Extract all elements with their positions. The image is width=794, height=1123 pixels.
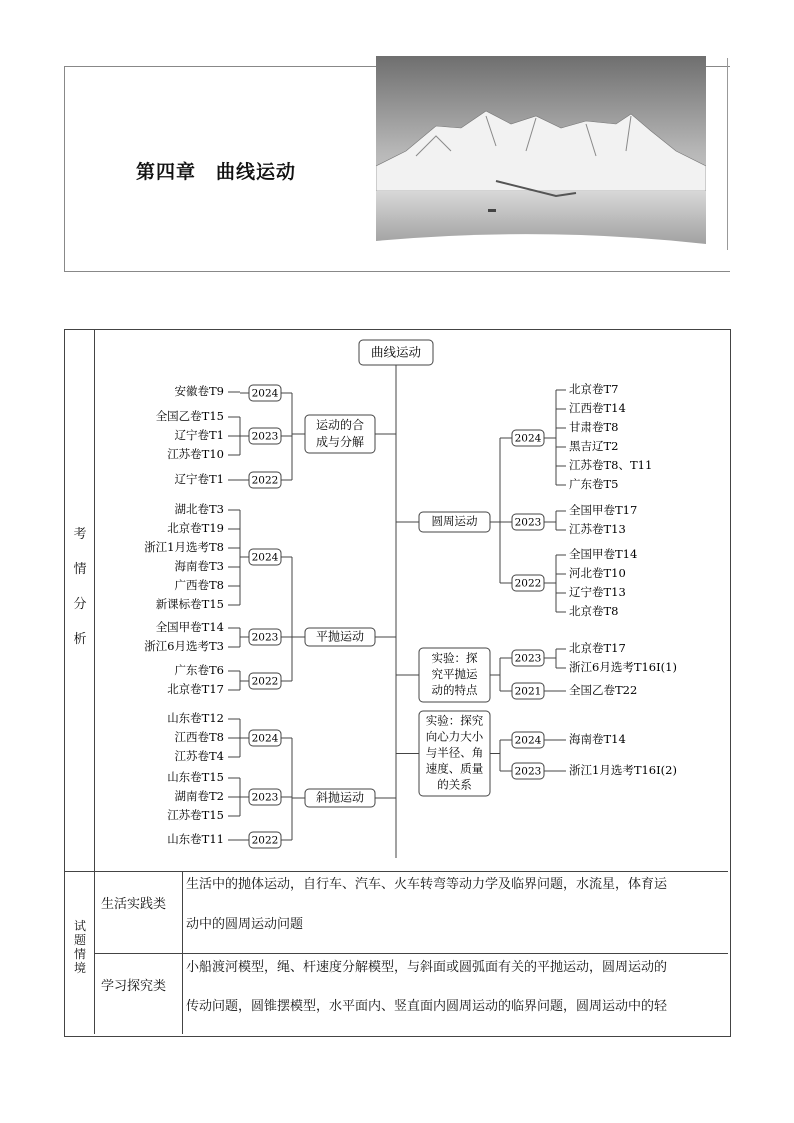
section-label-analysis: 考 情 分 析 [73, 527, 87, 647]
exam-item: 安徽卷T9 [174, 384, 224, 398]
exam-item: 北京卷T17 [569, 641, 626, 655]
exam-item: 广西卷T8 [174, 578, 224, 592]
exam-item: 新课标卷T15 [155, 597, 224, 611]
exam-item: 江苏卷T10 [167, 447, 224, 461]
node-exp2-label: 的关系 [437, 777, 472, 792]
exam-item: 北京卷T7 [569, 382, 619, 396]
exam-item: 黑吉辽T2 [569, 439, 619, 453]
year-badge-label: 2022 [514, 577, 542, 590]
year-badge-label: 2022 [251, 675, 279, 688]
exam-item: 全国乙卷T15 [155, 409, 224, 423]
exam-item: 江西卷T8 [174, 730, 224, 744]
exam-item: 浙江1月选考T16Ⅰ(2) [569, 763, 677, 777]
node-exp1-label: 动的特点 [431, 683, 478, 697]
exam-item: 湖南卷T2 [174, 789, 224, 803]
year-badge-label: 2023 [251, 430, 279, 443]
exam-item: 江西卷T14 [569, 401, 626, 415]
exam-item: 江苏卷T4 [174, 749, 224, 763]
node-exp2-label: 实验：探究 [425, 713, 484, 728]
node-exp1-label: 实验：探 [431, 651, 478, 665]
node-exp2-label: 与半径、角 [425, 745, 484, 760]
exam-item: 江苏卷T13 [569, 522, 626, 536]
exam-item: 江苏卷T8、T11 [569, 458, 653, 472]
exam-item: 江苏卷T15 [167, 808, 224, 822]
exam-item: 河北卷T10 [569, 566, 626, 580]
exam-item: 浙江6月选考T16Ⅰ(1) [569, 660, 677, 674]
year-badge-label: 2024 [251, 551, 279, 564]
node-flat-label: 平抛运动 [315, 629, 365, 644]
year-badge-label: 2023 [251, 791, 279, 804]
exam-item: 全国甲卷T14 [569, 547, 638, 561]
chapter-title: 第四章 曲线运动 [136, 161, 297, 183]
year-badge-label: 2024 [251, 732, 279, 745]
year-badge-label: 2023 [514, 652, 542, 665]
exam-item: 湖北卷T3 [174, 502, 224, 516]
exam-item: 辽宁卷T1 [174, 428, 224, 442]
row-text-life-2: 动中的圆周运动问题 [186, 917, 304, 932]
exam-item: 山东卷T15 [167, 770, 224, 784]
node-compose-label: 运动的合 [315, 418, 365, 432]
section-label-context: 试 题 情 境 [73, 919, 86, 975]
exam-item: 全国甲卷T14 [155, 620, 224, 634]
exam-item: 辽宁卷T1 [174, 472, 224, 486]
exam-item: 广东卷T6 [174, 663, 224, 677]
exam-item: 海南卷T3 [174, 559, 224, 573]
exam-item: 山东卷T11 [167, 832, 224, 846]
year-badge-label: 2021 [514, 685, 542, 698]
year-badge-label: 2024 [251, 387, 279, 400]
row-text-study-1: 小船渡河模型，绳、杆速度分解模型，与斜面或圆弧面有关的平抛运动，圆周运动的 [186, 960, 668, 975]
node-exp2-label: 速度、质量 [425, 761, 484, 776]
year-badge-label: 2022 [251, 474, 279, 487]
exam-item: 全国乙卷T22 [569, 683, 638, 697]
node-exp1-label: 究平抛运 [431, 667, 478, 681]
exam-item: 浙江6月选考T3 [144, 639, 224, 653]
exam-item: 北京卷T17 [167, 682, 224, 696]
row-category-study: 学习探究类 [101, 979, 167, 994]
exam-item: 全国甲卷T17 [569, 503, 638, 517]
year-badge-label: 2022 [251, 834, 279, 847]
row-text-study-2: 传动问题，圆锥摆模型，水平面内、竖直面内圆周运动的临界问题，圆周运动中的轻 [186, 999, 668, 1014]
year-badge-label: 2023 [251, 631, 279, 644]
year-badge-label: 2023 [514, 516, 542, 529]
node-exp2-label: 向心力大小 [425, 729, 484, 744]
exam-item: 甘肃卷T8 [569, 420, 619, 434]
exam-item: 辽宁卷T13 [569, 585, 626, 599]
exam-item: 北京卷T19 [167, 521, 224, 535]
exam-item: 北京卷T8 [569, 604, 619, 618]
root-node-label: 曲线运动 [370, 344, 422, 360]
node-oblique-label: 斜抛运动 [315, 790, 365, 805]
exam-item: 海南卷T14 [569, 732, 626, 746]
row-category-life: 生活实践类 [101, 897, 167, 912]
year-badge-label: 2023 [514, 765, 542, 778]
year-badge-label: 2024 [514, 432, 542, 445]
node-compose-label: 成与分解 [315, 435, 365, 449]
exam-item: 山东卷T12 [167, 711, 224, 725]
exam-item: 浙江1月选考T8 [144, 540, 224, 554]
exam-item: 广东卷T5 [569, 477, 619, 491]
row-text-life-1: 生活中的抛体运动，自行车、汽车、火车转弯等动力学及临界问题，水流星，体育运 [186, 877, 668, 892]
node-circular-label: 圆周运动 [431, 514, 478, 528]
year-badge-label: 2024 [514, 734, 542, 747]
